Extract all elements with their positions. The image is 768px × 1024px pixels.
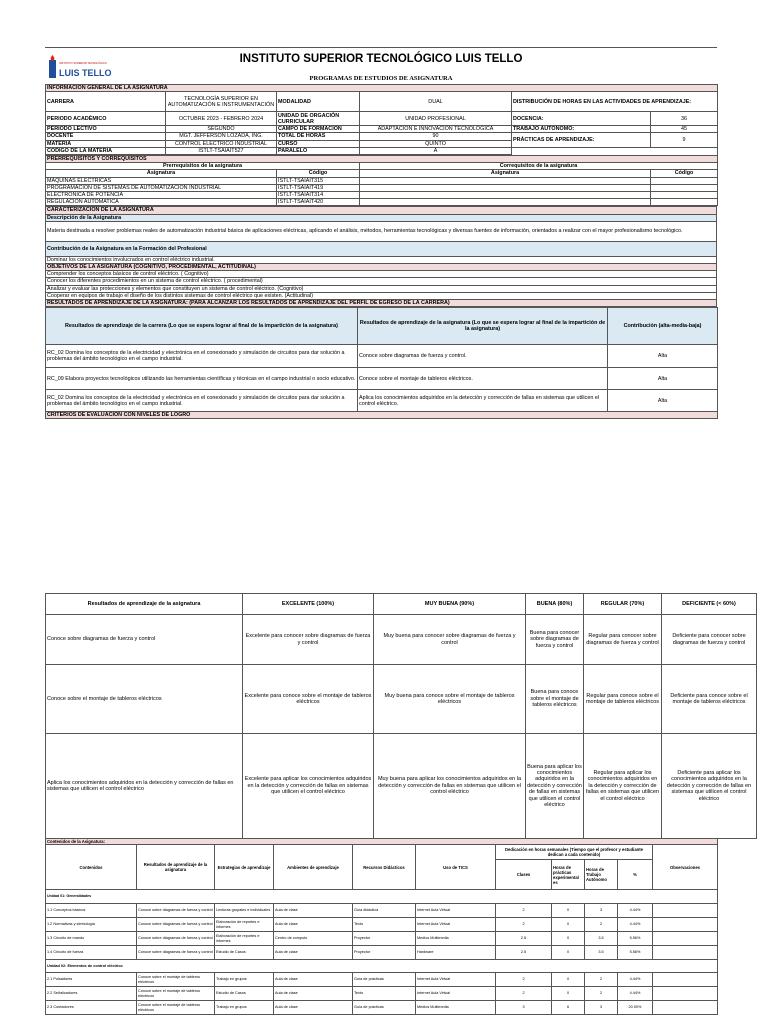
criterio-deficiente: Deficiente para aplicar los conocimientos adquiridos en la detección y corrección de fallas en sistemas que utilicen el control eléctrico [662, 734, 757, 839]
contribucion-title: Contribución de la Asignatura en la Formación del Profesional [46, 241, 717, 256]
paralelo-label: PARALELO [277, 147, 360, 154]
criterios-section [45, 593, 752, 839]
autonomo-cell: 3 [585, 904, 618, 918]
carrera-label: CARRERA [46, 92, 166, 112]
criterio-muy-buena: Muy buena para aplicar los conocimientos adquiridos en la detección y corrección de fallas en sistemas que utilicen el control eléctrico [374, 734, 526, 839]
objetivo-item: Conocer los diferentes procedimientos en un sistema de control eléctrico. ( procedimental) [46, 278, 717, 285]
tics-cell: Internet Aula Virtual [416, 904, 496, 918]
recurso-cell: Texto [353, 918, 416, 932]
recurso-cell: Texto [353, 987, 416, 1001]
table-row [46, 177, 718, 184]
clases-cell: 2.5 [496, 932, 552, 946]
carrera-value: TECNOLOGÍA SUPERIOR EN AUTOMATIZACIÓN E INSTRUMENTACIÓN [166, 92, 277, 112]
criterio-resultado: Aplica los conocimientos adquiridos en la detección y corrección de fallas en sistemas que utilicen el control eléctrico [46, 734, 243, 839]
ambiente-cell: Aula de clase [274, 1001, 353, 1015]
col-dedicacion: Dedicación en horas semanales (Tiempo que el profesor y estudiante dedican a cada contenido) [496, 845, 653, 860]
estrategia-cell: Elaboración de reportes e informes [215, 932, 274, 946]
section-prereq: PRERREQUISITOS Y CORREQUISITOS [46, 156, 718, 163]
recurso-cell: Proyector [353, 932, 416, 946]
criterio-deficiente: Deficiente para conocer sobre diagramas de fuerza y control [662, 615, 757, 665]
tics-cell: Internet Aula Virtual [416, 987, 496, 1001]
estrategia-cell: Estudio de Casos [215, 987, 274, 1001]
table-row [46, 345, 718, 368]
logo-name: LUIS TELLO [59, 68, 112, 78]
criterios-header: MUY BUENA (90%) [374, 594, 526, 615]
logo-small-text: INSTITUTO SUPERIOR TECNOLÓGICO [59, 62, 107, 65]
contenidos-table [45, 838, 718, 1015]
practicas-cell: 0 [552, 918, 585, 932]
codigo-label: CÓDIGO DE LA MATERIA [46, 147, 166, 154]
unidad-value: UNIDAD PROFESIONAL [360, 112, 512, 126]
unit-heading: Unidad 01: Generalidades [46, 890, 718, 904]
resultados-table [45, 307, 718, 419]
col-practicas: Horas de prácticas experimental es [552, 860, 585, 890]
observaciones-cell [653, 1001, 718, 1015]
ambiente-cell: Aula de clase [274, 946, 353, 960]
prereq-col-codigo: Código [277, 170, 360, 177]
contenido-cell: 2.3 Contactores [46, 1001, 137, 1015]
table-row [46, 199, 718, 206]
recurso-cell: Guía didáctica [353, 904, 416, 918]
col-ambientes: Ambientes de aprendizaje [274, 845, 353, 890]
prereq-name: REGULACION AUTOMATICA [46, 199, 277, 206]
descripcion-text: Materia destinada a resolver problemas reales de automatización industrial básica de aplicaciones eléctricas, aplicando el análisis, métodos, herramientas tecnológicas y diversas fuentes de información, orientados a realizar con el mayor profesionalismo tecnológico. [46, 221, 717, 241]
porcentaje-cell: 4.44% [618, 987, 653, 1001]
autonomo-cell: 3.5 [585, 946, 618, 960]
horas-value: 90 [360, 133, 512, 140]
table-row [46, 1001, 718, 1015]
contenido-cell: 1.1 Conceptos básicos [46, 904, 137, 918]
clases-cell: 2 [496, 904, 552, 918]
page-title: INSTITUTO SUPERIOR TECNOLÓGICO LUIS TELLO [239, 53, 523, 65]
distribucion-label: DISTRIBUCIÓN DE HORAS EN LAS ACTIVIDADES DE APRENDIZAJE: [512, 92, 718, 112]
tics-cell: Internet Aula Virtual [416, 973, 496, 987]
observaciones-cell [653, 973, 718, 987]
recurso-cell: Guía de prácticas [353, 973, 416, 987]
tics-cell: Hardware [416, 946, 496, 960]
resultados-col-asignatura: Resultados de aprendizaje de la asignatura (Lo que se espera lograr al final de la impartición de la asignatura) [358, 308, 608, 345]
coreq-title: Correquisitos de la asignatura [360, 163, 718, 170]
objetivo-item: Cooperar en equipos de trabajo el diseño de los distintos sistemas de control eléctrico que existen. (Actitudinal) [46, 292, 717, 299]
observaciones-cell [653, 946, 718, 960]
resultado-carrera: RC_09 Elabora proyectos tecnológicos utilizando las herramientas científicas y técnicas en el campo industrial o socio educativo. [46, 368, 358, 390]
autonomo-label: TRABAJO AUTÓNOMO: [512, 126, 651, 133]
lectivo-label: PERIODO LECTIVO [46, 126, 166, 133]
tics-cell: Medios Multimedia [416, 1001, 496, 1015]
contenido-cell: 2.2 Señalizadores [46, 987, 137, 1001]
curso-value: QUINTO [360, 140, 512, 147]
periodo-label: PERIODO ACADÉMICO [46, 112, 166, 126]
table-row [46, 946, 718, 960]
porcentaje-cell: 5.56% [618, 932, 653, 946]
clases-cell: 2 [496, 987, 552, 1001]
prereq-code: ISTLT-TSAIAIT419 [277, 184, 360, 191]
resultado-cell: Conoce sobre el montaje de tableros eléctricos [137, 973, 215, 987]
general-info-table [45, 84, 718, 155]
criterio-regular: Regular para conoce sobre el montaje de tableros eléctricos [584, 665, 662, 734]
autonomo-cell: 2 [585, 973, 618, 987]
col-resultados: Resultados de aprendizaje de la asignatura [137, 845, 215, 890]
resultado-contribucion: Alta [608, 368, 718, 390]
table-row [46, 368, 718, 390]
materia-label: MATERIA [46, 140, 166, 147]
resultados-col-carrera: Resultados de aprendizaje de la carrera (Lo que se espera lograr al final de la impartición de la asignatura) [46, 308, 358, 345]
estrategia-cell: Estudio de Casos [215, 946, 274, 960]
table-row [46, 973, 718, 987]
section-objetivos: OBJETIVOS DE LA ASIGNATURA (COGNITIVO, PROCEDIMENTAL, ACTITUDINAL) [46, 264, 717, 271]
practicas-cell: 0 [552, 973, 585, 987]
criterios-header: EXCELENTE (100%) [243, 594, 374, 615]
recurso-cell: Proyector [353, 946, 416, 960]
program-sheet [45, 47, 717, 419]
table-row [46, 665, 757, 734]
col-contenidos: Contenidos [46, 845, 137, 890]
empty-cell [512, 147, 718, 154]
campo-label: CAMPO DE FORMACIÓN [277, 126, 360, 133]
criterio-deficiente: Deficiente para conoce sobre el montaje de tableros eléctricos [662, 665, 757, 734]
table-row [46, 904, 718, 918]
practicas-value: 9 [651, 133, 718, 147]
prereq-col-asignatura: Asignatura [46, 170, 277, 177]
col-tics: Uso de TICS [416, 845, 496, 890]
criterio-resultado: Conoce sobre el montaje de tableros eléctricos [46, 665, 243, 734]
resultado-asignatura: Conoce sobre diagramas de fuerza y control. [358, 345, 608, 368]
table-row [46, 932, 718, 946]
col-recursos: Recursos Didácticos [353, 845, 416, 890]
porcentaje-cell: 4.44% [618, 904, 653, 918]
unit-heading: Unidad 02: Elementos de control eléctrico [46, 960, 718, 973]
practicas-cell: 0 [552, 946, 585, 960]
criterio-buena: Buena para aplicar los conocimientos adquiridos en la detección y corrección de fallas en sistemas que utilicen el control eléctrico [526, 734, 584, 839]
prereq-name: ELECTRONICA DE POTENCIA [46, 192, 277, 199]
criterio-buena: Buena para conoce sobre el montaje de tableros eléctricos [526, 665, 584, 734]
contenido-cell: 1.4 Circuito de fuerza [46, 946, 137, 960]
autonomo-cell: 2 [585, 918, 618, 932]
caracterizacion-table [45, 206, 717, 307]
recurso-cell: Guía de prácticas [353, 1001, 416, 1015]
resultado-carrera: RC_02 Domina los conceptos de la electricidad y electrónica en el conexionado y simulación de circuitos para dar solución a problemas del ámbito tecnológico en el campo industrial. [46, 390, 358, 412]
resultado-cell: Conoce sobre diagramas de fuerza y control [137, 904, 215, 918]
curso-label: CURSO [277, 140, 360, 147]
clases-cell: 2 [496, 973, 552, 987]
resultado-contribucion: Alta [608, 345, 718, 368]
criterios-table [45, 593, 757, 839]
porcentaje-cell: 4.44% [618, 973, 653, 987]
resultado-asignatura: Aplica los conocimientos adquiridos en la detección y corrección de fallas en sistemas que utilicen el control eléctrico. [358, 390, 608, 412]
observaciones-cell [653, 987, 718, 1001]
section-contenidos: Contenidos de la Asignatura: [46, 839, 718, 845]
criterio-regular: Regular para conocer sobre diagramas de fuerza y control [584, 615, 662, 665]
col-estrategias: Estrategias de aprendizaje [215, 845, 274, 890]
estrategia-cell: Elaboración de reportes e informes [215, 918, 274, 932]
practicas-cell: 0 [552, 904, 585, 918]
criterio-regular: Regular para aplicar los conocimientos adquiridos en la detección y corrección de fallas en sistemas que utilicen el control eléctrico [584, 734, 662, 839]
table-row [46, 734, 757, 839]
observaciones-cell [653, 918, 718, 932]
modalidad-value: DUAL [360, 92, 512, 112]
criterio-muy-buena: Muy buena para conocer sobre diagramas de fuerza y control [374, 615, 526, 665]
clases-cell: 3 [496, 1001, 552, 1015]
clases-cell: 2 [496, 918, 552, 932]
autonomo-value: 45 [651, 126, 718, 133]
estrategia-cell: Lecturas grupales e individuales [215, 904, 274, 918]
ambiente-cell: Aula de clase [274, 973, 353, 987]
docente-label: DOCENTE [46, 133, 166, 140]
criterios-header: Resultados de aprendizaje de la asignatura [46, 594, 243, 615]
modalidad-label: MODALIDAD [277, 92, 360, 112]
table-row [46, 184, 718, 191]
observaciones-cell [653, 904, 718, 918]
paralelo-value: A [360, 147, 512, 154]
estrategia-cell: Trabajo en grupos [215, 973, 274, 987]
prereq-name: MAQUINAS ELECTRICAS [46, 177, 277, 184]
document-header [45, 47, 717, 84]
resultado-carrera: RC_02 Domina los conceptos de la electricidad y electrónica en el conexionado y simulación de circuitos para dar solución a problemas del ámbito tecnológico en el campo industrial. [46, 345, 358, 368]
coreq-col-asignatura: Asignatura [360, 170, 651, 177]
resultado-cell: Conoce sobre el montaje de tableros eléctricos [137, 987, 215, 1001]
codigo-value: ISTLT-TSAIAIT527 [166, 147, 277, 154]
objetivo-item: Comprender los conceptos básicos de control eléctrico. ( Cognitivo) [46, 271, 717, 278]
docente-value: MGT. JEFFERSON LOZADA, ING. [166, 133, 277, 140]
periodo-value: OCTUBRE 2023 - FEBRERO 2024 [166, 112, 277, 126]
porcentaje-cell: 4.44% [618, 918, 653, 932]
table-row [46, 390, 718, 412]
clases-cell: 2.5 [496, 946, 552, 960]
contenido-cell: 2.1 Pulsadores [46, 973, 137, 987]
col-autonomo: Horas de Trabajo Autónomo [585, 860, 618, 890]
contribucion-text: Dominar los conocimientos involucrados en control eléctrico industrial. [46, 256, 717, 263]
lectivo-value: SEGUNDO [166, 126, 277, 133]
contenido-cell: 1.2 Normativas y simbología [46, 918, 137, 932]
coreq-col-codigo: Código [651, 170, 718, 177]
observaciones-cell [653, 932, 718, 946]
col-porcentaje: % [618, 860, 653, 890]
page-subtitle: PROGRAMAS DE ESTUDIOS DE ASIGNATURA [309, 75, 453, 82]
prereq-code: ISTLT-TSAIAIT420 [277, 199, 360, 206]
resultado-cell: Conoce sobre diagramas de fuerza y control [137, 946, 215, 960]
practicas-cell: 6 [552, 1001, 585, 1015]
objetivo-item: Analizar y evaluar las protecciones y elementos que constituyen un sistema de control eléctrico. (Cognitivo) [46, 285, 717, 292]
ambiente-cell: Aula de clase [274, 987, 353, 1001]
prereq-title: Prerrequisitos de la asignatura [46, 163, 360, 170]
section-caracterizacion: CARACTERIZACIÓN DE LA ASIGNATURA [46, 207, 717, 214]
criterio-excelente: Excelente para conocer sobre diagramas de fuerza y control [243, 615, 374, 665]
criterio-muy-buena: Muy buena para conoce sobre el montaje de tableros eléctricos [374, 665, 526, 734]
autonomo-cell: 3.5 [585, 932, 618, 946]
horas-label: TOTAL DE HORAS [277, 133, 360, 140]
autonomo-cell: 2 [585, 987, 618, 1001]
contenidos-section [45, 838, 717, 1015]
prereq-table [45, 155, 718, 206]
criterio-resultado: Conoce sobre diagramas de fuerza y control [46, 615, 243, 665]
descripcion-title: Descripción de la Asignatura [46, 214, 717, 221]
criterio-buena: Buena para conocer sobre diagramas de fuerza y control [526, 615, 584, 665]
resultado-asignatura: Conoce sobre el montaje de tableros eléctricos. [358, 368, 608, 390]
table-row [46, 192, 718, 199]
materia-value: CONTROL ELECTRICO INDUSTRIAL [166, 140, 277, 147]
criterio-excelente: Excelente para aplicar los conocimientos adquiridos en la detección y corrección de fallas en sistemas que utilicen el control eléctrico [243, 734, 374, 839]
col-observaciones: Observaciones [653, 845, 718, 890]
practicas-cell: 0 [552, 932, 585, 946]
criterio-excelente: Excelente para conoce sobre el montaje de tableros eléctricos [243, 665, 374, 734]
estrategia-cell: Trabajo en grupos [215, 1001, 274, 1015]
prereq-name: PROGRAMACION DE SISTEMAS DE AUTOMATIZACION INDUSTRIAL [46, 184, 277, 191]
resultado-contribucion: Alta [608, 390, 718, 412]
campo-value: ADAPTACIÓN E INNOVACIÓN TECNOLÓGICA [360, 126, 512, 133]
col-clases: Clases [496, 860, 552, 890]
unidad-label: UNIDAD DE ORGACIÓN CURRICULAR [277, 112, 360, 126]
table-row [46, 615, 757, 665]
table-row [46, 918, 718, 932]
porcentaje-cell: 20.00% [618, 1001, 653, 1015]
resultado-cell: Conoce sobre diagramas de fuerza y control [137, 918, 215, 932]
prereq-code: ISTLT-TSAIAIT314 [277, 192, 360, 199]
practicas-cell: 0 [552, 987, 585, 1001]
tics-cell: Medios Multimedia [416, 932, 496, 946]
porcentaje-cell: 5.56% [618, 946, 653, 960]
resultado-cell: Conoce sobre diagramas de fuerza y control [137, 932, 215, 946]
section-general: INFORMACIÓN GENERAL DE LA ASIGNATURA [46, 85, 718, 92]
criterios-header: REGULAR (70%) [584, 594, 662, 615]
resultado-cell: Conoce sobre el montaje de tableros eléctricos [137, 1001, 215, 1015]
practicas-label: PRÁCTICAS DE APRENDIZAJE: [512, 133, 651, 147]
tics-cell: Internet Aula Virtual [416, 918, 496, 932]
criterios-header: DEFICIENTE (< 60%) [662, 594, 757, 615]
criterios-header: BUENA (80%) [526, 594, 584, 615]
docencia-value: 36 [651, 112, 718, 126]
ambiente-cell: Aula de clase [274, 904, 353, 918]
ambiente-cell: Centro de computo [274, 932, 353, 946]
section-resultados: RESULTADOS DE APRENDIZAJE DE LA ASIGNATURA: (PARA ALCANZAR LOS RESULTADOS DE APRENDIZAJE DEL PERFIL DE EGRESO DE LA CARRERA) [46, 300, 717, 307]
contenido-cell: 1.3 Circuito de mando [46, 932, 137, 946]
docencia-label: DOCENCIA: [512, 112, 651, 126]
table-row [46, 987, 718, 1001]
ambiente-cell: Aula de clase [274, 918, 353, 932]
section-criterios: CRITERIOS DE EVALUACIÓN CON NIVELES DE LOGRO [46, 412, 718, 419]
autonomo-cell: 3 [585, 1001, 618, 1015]
resultados-col-contribucion: Contribución (alta-media-baja) [608, 308, 718, 345]
prereq-code: ISTLT-TSAIAIT315 [277, 177, 360, 184]
